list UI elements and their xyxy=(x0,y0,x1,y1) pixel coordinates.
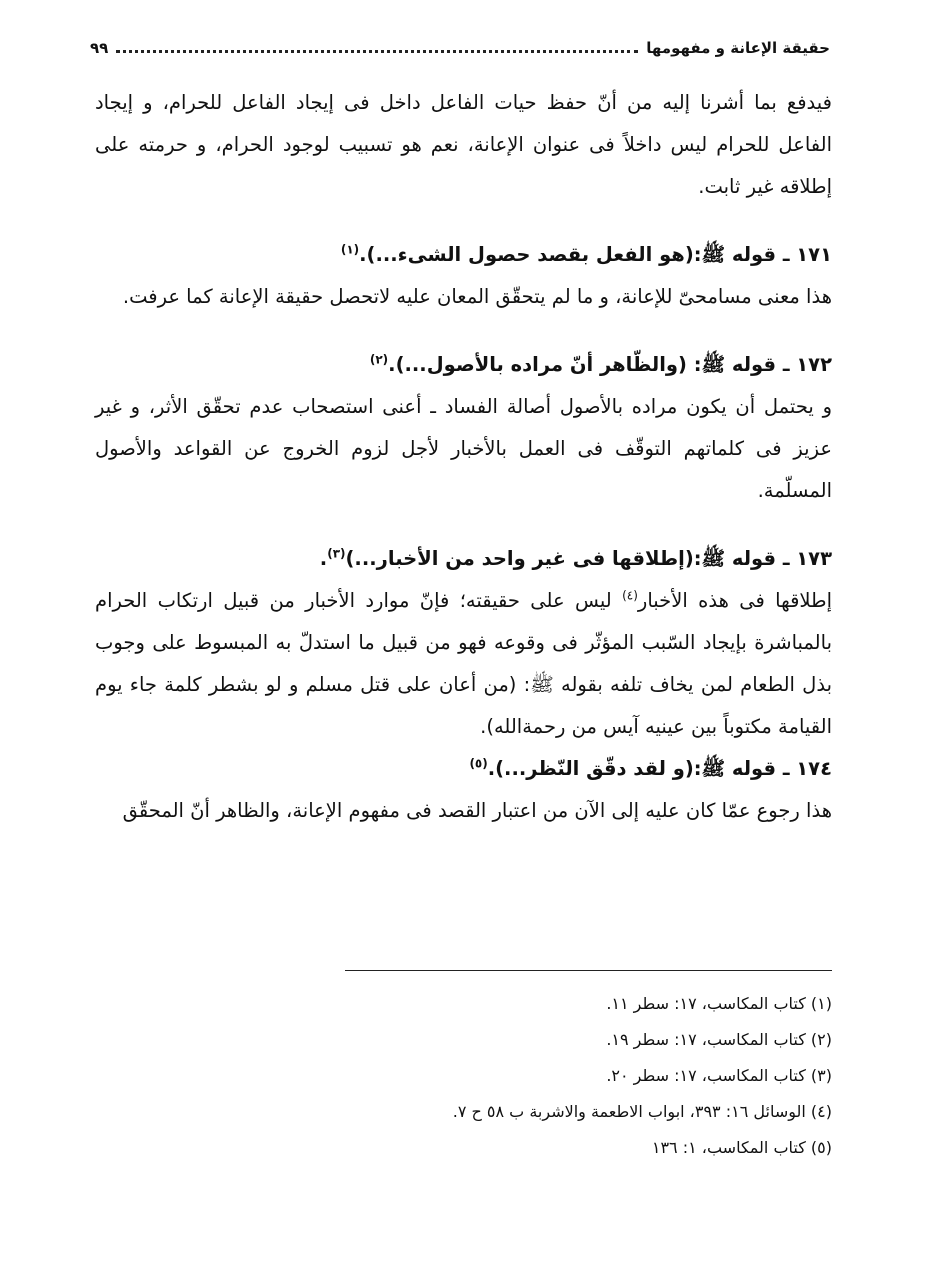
section-172-heading xyxy=(95,344,832,386)
footnote-ref-1: (١) xyxy=(340,242,360,257)
body-text xyxy=(95,82,832,832)
footnote-ref-3: (٣) xyxy=(327,546,346,561)
section-171-text: هذا معنى مسامحىّ للإعانة، و ما لم يتحقّق المعان عليه لاتحصل حقيقة الإعانة كما عرفت. xyxy=(122,285,832,308)
footnote-2: (٢) كتاب المكاسب، ١٧: سطر ١٩. xyxy=(606,1030,832,1049)
footnote-3: (٣) كتاب المكاسب، ١٧: سطر ٢٠. xyxy=(606,1066,832,1085)
footnote-5: (٥) كتاب المكاسب، ١: ١٣٦ xyxy=(651,1138,832,1157)
footnotes xyxy=(272,986,832,1166)
running-title: حقيقة الإعانة و مفهومها xyxy=(646,39,830,57)
section-174-heading-text: ١٧٤ ـ قوله ﷺ:(و لقد دقّق النّظر...). xyxy=(487,757,832,780)
section-173-text xyxy=(95,580,832,748)
section-173-heading-text: ١٧٣ ـ قوله ﷺ:(إطلاقها فى غير واحد من الأخبار...) xyxy=(345,547,832,570)
header-dot-leader xyxy=(116,50,638,53)
intro-paragraph: فيدفع بما أشرنا إليه من أنّ حفظ حيات الفاعل داخل فى إيجاد الفاعل للحرام، و إيجاد الفاعل للحرام ليس داخلاً فى عنوان الإعانة، نعم هو تسبيب لوجود الحرام، و حرمته على إطلاقه غير ثابت. xyxy=(95,91,832,198)
section-171-heading xyxy=(95,234,832,276)
section-173-text-body: ليس على حقيقته؛ فإنّ موارد الأخبار من قبيل ارتكاب الحرام بالمباشرة بإيجاد السّبب المؤثّر فى وقوعه فهو من قبيل ما استدلّ به المبسوط على وجوب بذل الطعام لمن يخاف تلفه بقوله ﷺ: (من أعان على قتل مسلم و لو بشطر كلمة جاء يوم القيامة مكتوباً بين عينيه آيس من رحمةالله). xyxy=(95,589,832,738)
footnote-ref-5: (٥) xyxy=(469,756,488,771)
section-171-heading-text: ١٧١ ـ قوله ﷺ:(هو الفعل بقصد حصول الشىء...). xyxy=(359,243,832,266)
footnote-ref-4: (٤) xyxy=(622,588,638,603)
section-173-heading-end: . xyxy=(319,547,328,570)
footnote-separator xyxy=(345,970,832,971)
section-172-text: و يحتمل أن يكون مراده بالأصول أصالة الفساد ـ أعنى استصحاب عدم تحقّق الأثر، و غير عزيز فى كلماتهم التوقّف فى العمل بالأخبار لأجل لزوم الخروج عن القواعد والأصول المسلّمة. xyxy=(95,395,832,502)
section-173-text-start: إطلاقها فى هذه الأخبار xyxy=(637,589,832,612)
page-number: ٩٩ xyxy=(90,39,109,57)
section-174-heading xyxy=(95,748,832,790)
footnote-1: (١) كتاب المكاسب، ١٧: سطر ١١. xyxy=(606,994,832,1013)
footnote-4: (٤) الوسائل ١٦: ٣٩٣، ابواب الاطعمة والاشربة ب ٥٨ ح ٧. xyxy=(452,1102,832,1121)
section-172-heading-text: ١٧٢ ـ قوله ﷺ: (والظّاهر أنّ مراده بالأصول...). xyxy=(388,353,832,376)
running-header xyxy=(90,36,830,60)
section-173-heading xyxy=(95,538,832,580)
footnote-ref-2: (٢) xyxy=(369,352,389,367)
section-174-text: هذا رجوع عمّا كان عليه إلى الآن من اعتبار القصد فى مفهوم الإعانة، والظاهر أنّ المحقّق xyxy=(122,799,832,822)
